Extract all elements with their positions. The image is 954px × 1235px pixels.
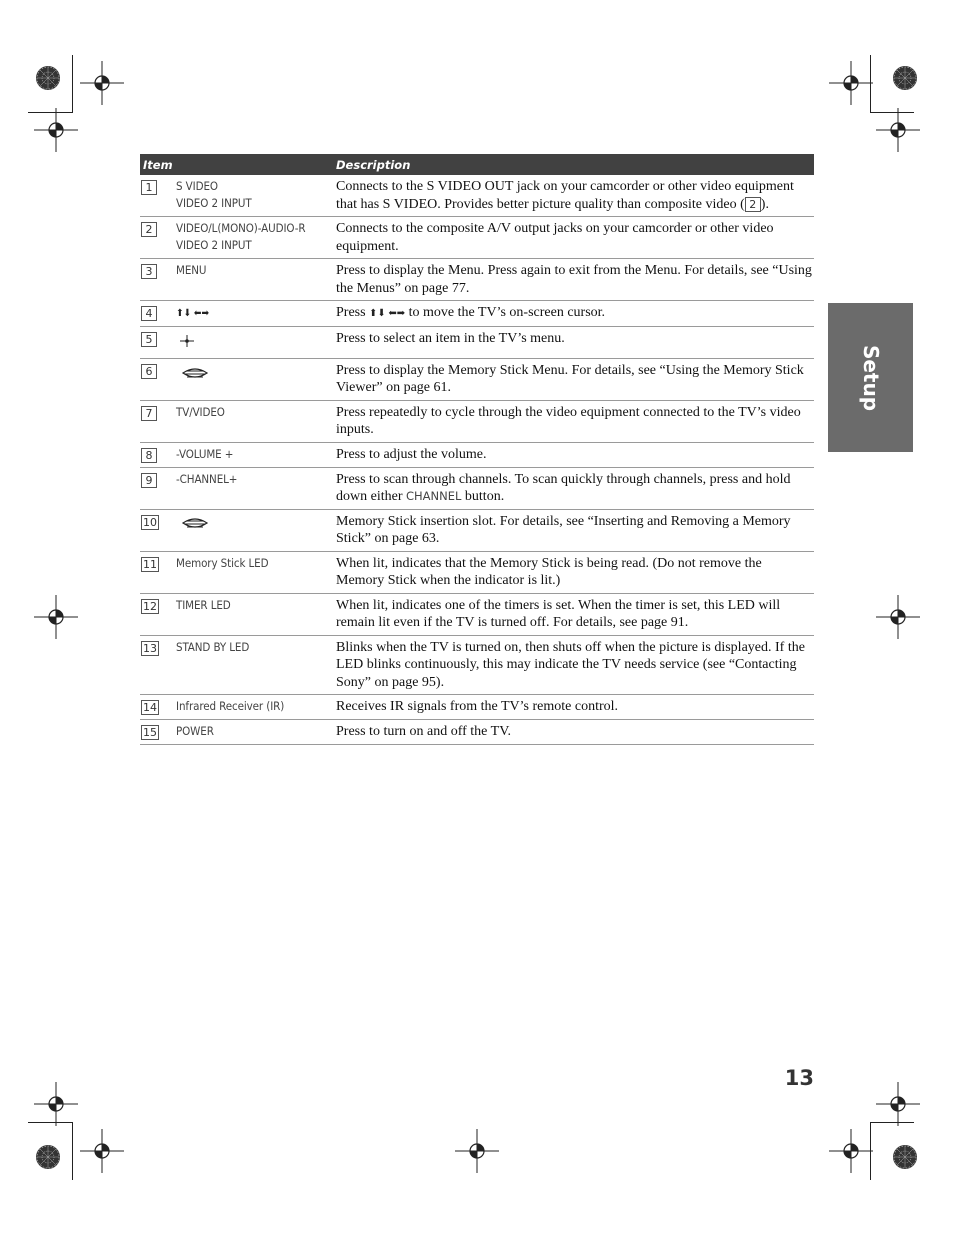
item-label: MENU bbox=[176, 263, 207, 277]
table-row bbox=[140, 217, 814, 259]
item-description: Press to scan through channels. To scan quickly through channels, press and hold down either CHANNEL button. bbox=[336, 467, 814, 509]
item-number: 5 bbox=[141, 332, 157, 347]
table-row bbox=[140, 442, 814, 467]
inline-button-name: CHANNEL bbox=[405, 489, 462, 503]
item-number: 1 bbox=[141, 180, 157, 195]
table-row bbox=[140, 551, 814, 593]
item-label: TIMER LED bbox=[176, 597, 231, 612]
table-row bbox=[140, 301, 814, 327]
item-description: Press ⬆⬇ ⬅➡ to move the TV’s on-screen cursor. bbox=[336, 301, 814, 327]
item-label: S VIDEO bbox=[176, 179, 218, 193]
item-description: Connects to the S VIDEO OUT jack on your camcorder or other video equipment that has S VIDEO. Provides better picture quality than composite video ( 2 ). bbox=[336, 175, 814, 217]
item-label: POWER bbox=[176, 724, 214, 738]
item-description: Press to display the Memory Stick Menu. For details, see “Using the Memory Stick Viewer” on page 61. bbox=[336, 358, 814, 400]
item-description: When lit, indicates one of the timers is set. When the timer is set, this LED will remain lit even if the TV is turned off. For details, see page 91. bbox=[336, 593, 814, 635]
item-reference: 2 bbox=[745, 197, 761, 212]
item-number: 4 bbox=[141, 306, 157, 321]
item-description: Press to select an item in the TV’s menu. bbox=[336, 326, 814, 358]
memory-stick-icon bbox=[180, 364, 210, 382]
item-number: 8 bbox=[141, 448, 157, 463]
item-description-table bbox=[140, 154, 814, 745]
item-number: 3 bbox=[141, 264, 157, 279]
table-row bbox=[140, 358, 814, 400]
header-description: Description bbox=[336, 154, 814, 175]
table-row bbox=[140, 509, 814, 551]
arrow-keys-icon: ⬆⬇ ⬅➡ bbox=[369, 308, 406, 319]
section-tab bbox=[828, 303, 913, 452]
item-description: Memory Stick insertion slot. For details, see “Inserting and Removing a Memory Stick” on page 63. bbox=[336, 509, 814, 551]
select-crosshair-icon bbox=[178, 332, 198, 350]
table-row bbox=[140, 720, 814, 745]
item-number: 9 bbox=[141, 473, 157, 488]
table-row bbox=[140, 259, 814, 301]
item-number: 11 bbox=[143, 557, 157, 571]
item-number: 15 bbox=[143, 726, 157, 739]
item-number: 13 bbox=[143, 641, 157, 655]
table-row bbox=[140, 175, 814, 217]
item-number: 12 bbox=[143, 599, 157, 613]
item-label: VIDEO 2 INPUT bbox=[176, 196, 252, 210]
item-label: Memory Stick LED bbox=[176, 555, 269, 570]
item-label: Infrared Receiver (IR) bbox=[176, 699, 285, 713]
table-row bbox=[140, 593, 814, 635]
table-row bbox=[140, 326, 814, 358]
item-label: -VOLUME + bbox=[176, 446, 234, 461]
item-label: VIDEO 2 INPUT bbox=[176, 238, 252, 252]
table-row bbox=[140, 635, 814, 695]
item-number: 14 bbox=[143, 701, 157, 714]
item-label: STAND BY LED bbox=[176, 639, 250, 654]
item-description: Receives IR signals from the TV’s remote control. bbox=[336, 695, 814, 720]
item-number: 7 bbox=[141, 406, 157, 421]
item-description: Press repeatedly to cycle through the video equipment connected to the TV’s video inputs. bbox=[336, 400, 814, 442]
page-number: 13 bbox=[784, 1066, 814, 1090]
item-description: Press to turn on and off the TV. bbox=[336, 720, 814, 745]
item-description: When lit, indicates that the Memory Stick is being read. (Do not remove the Memory Stick when the indicator is lit.) bbox=[336, 551, 814, 593]
item-description: Press to adjust the volume. bbox=[336, 442, 814, 467]
item-number: 6 bbox=[141, 364, 157, 379]
item-number: 2 bbox=[141, 222, 157, 237]
table-header bbox=[140, 154, 814, 175]
item-description: Connects to the composite A/V output jacks on your camcorder or other video equipment. bbox=[336, 217, 814, 259]
header-item: Item bbox=[140, 154, 336, 175]
table-row bbox=[140, 467, 814, 509]
arrow-keys-icon: ⬆⬇ ⬅➡ bbox=[176, 308, 210, 319]
item-label: -CHANNEL+ bbox=[176, 471, 238, 486]
table-row bbox=[140, 695, 814, 720]
item-label: VIDEO/L(MONO)-AUDIO-R bbox=[176, 221, 306, 235]
item-description: Blinks when the TV is turned on, then shuts off when the picture is displayed. If the LED blinks continuously, this may indicate the TV needs service (see “Contacting Sony” on page 95). bbox=[336, 635, 814, 695]
section-tab-label: Setup bbox=[858, 344, 883, 411]
item-description: Press to display the Menu. Press again to exit from the Menu. For details, see “Using the Menus” on page 77. bbox=[336, 259, 814, 301]
memory-stick-icon bbox=[180, 514, 210, 532]
item-number: 10 bbox=[143, 515, 157, 529]
item-label: TV/VIDEO bbox=[176, 404, 225, 419]
table-row bbox=[140, 400, 814, 442]
